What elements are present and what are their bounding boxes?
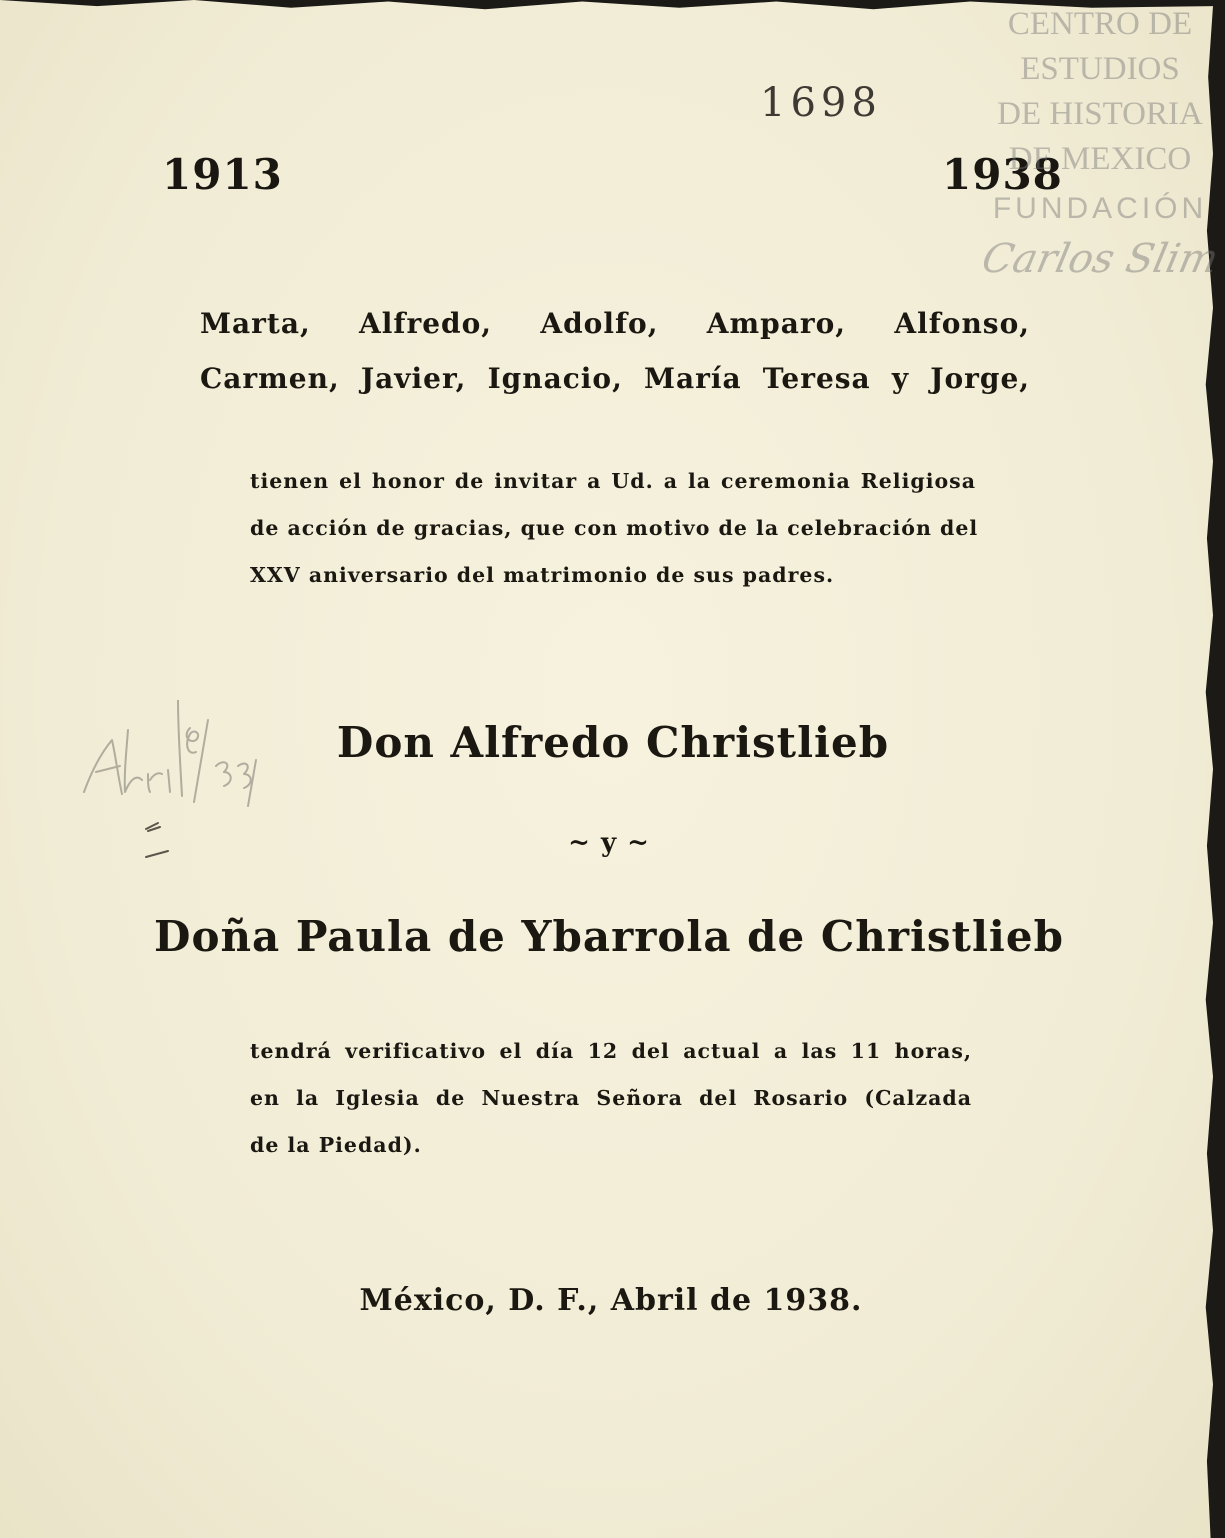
invitation-line-2: de acción de gracias, que con motivo de la celebración del (250, 516, 979, 540)
name-carmen: Carmen, (200, 362, 340, 395)
year-end: 1938 (942, 150, 1063, 199)
watermark-line-4: DE MEXICO (1008, 141, 1192, 177)
archive-watermark (975, 2, 1225, 282)
year-start: 1913 (162, 150, 283, 199)
details-line-2: en la Iglesia de Nuestra Señora del Rosario (Calzada (250, 1086, 972, 1110)
couple-conjunction: ~ y ~ (568, 828, 650, 858)
name-conjunction-y: y (891, 362, 910, 395)
name-marta: Marta, (200, 307, 311, 340)
wife-name: Doña Paula de Ybarrola de Christlieb (154, 912, 1064, 961)
pencil-note-handwriting (78, 700, 268, 810)
stamp-number: 1698 (760, 80, 882, 126)
name-maria-teresa: María Teresa (643, 362, 871, 395)
name-alfredo: Alfredo, (359, 307, 493, 340)
details-line-3: de la Piedad). (250, 1133, 422, 1157)
place-date: México, D. F., Abril de 1938. (359, 1283, 863, 1318)
watermark-line-1: CENTRO DE (1007, 6, 1193, 42)
name-adolfo: Adolfo, (540, 307, 659, 340)
details-paragraph (250, 1028, 972, 1169)
name-javier: Javier, (360, 362, 467, 395)
name-alfonso: Alfonso, (894, 307, 1030, 340)
invitation-paragraph (250, 458, 979, 599)
watermark-line-2: ESTUDIOS (1020, 51, 1180, 87)
name-amparo: Amparo, (706, 307, 847, 340)
names-line-1 (200, 297, 1030, 351)
details-line-1: tendrá verificativo el día 12 del actual a las 11 horas, (250, 1039, 972, 1063)
husband-name: Don Alfredo Christlieb (336, 718, 890, 767)
names-line-2 (200, 352, 1030, 406)
watermark-line-3: DE HISTORIA (997, 96, 1203, 132)
invitation-line-1: tienen el honor de invitar a Ud. a la ceremonia Religiosa (250, 469, 976, 493)
watermark-fundacion: FUNDACIÓN (992, 192, 1208, 225)
name-jorge: Jorge, (930, 362, 1031, 395)
watermark-signature: Carlos Slim (977, 236, 1223, 282)
name-ignacio: Ignacio, (487, 362, 623, 395)
pencil-tick-mark (140, 815, 180, 865)
invitation-line-3: XXV aniversario del matrimonio de sus padres. (250, 563, 835, 587)
